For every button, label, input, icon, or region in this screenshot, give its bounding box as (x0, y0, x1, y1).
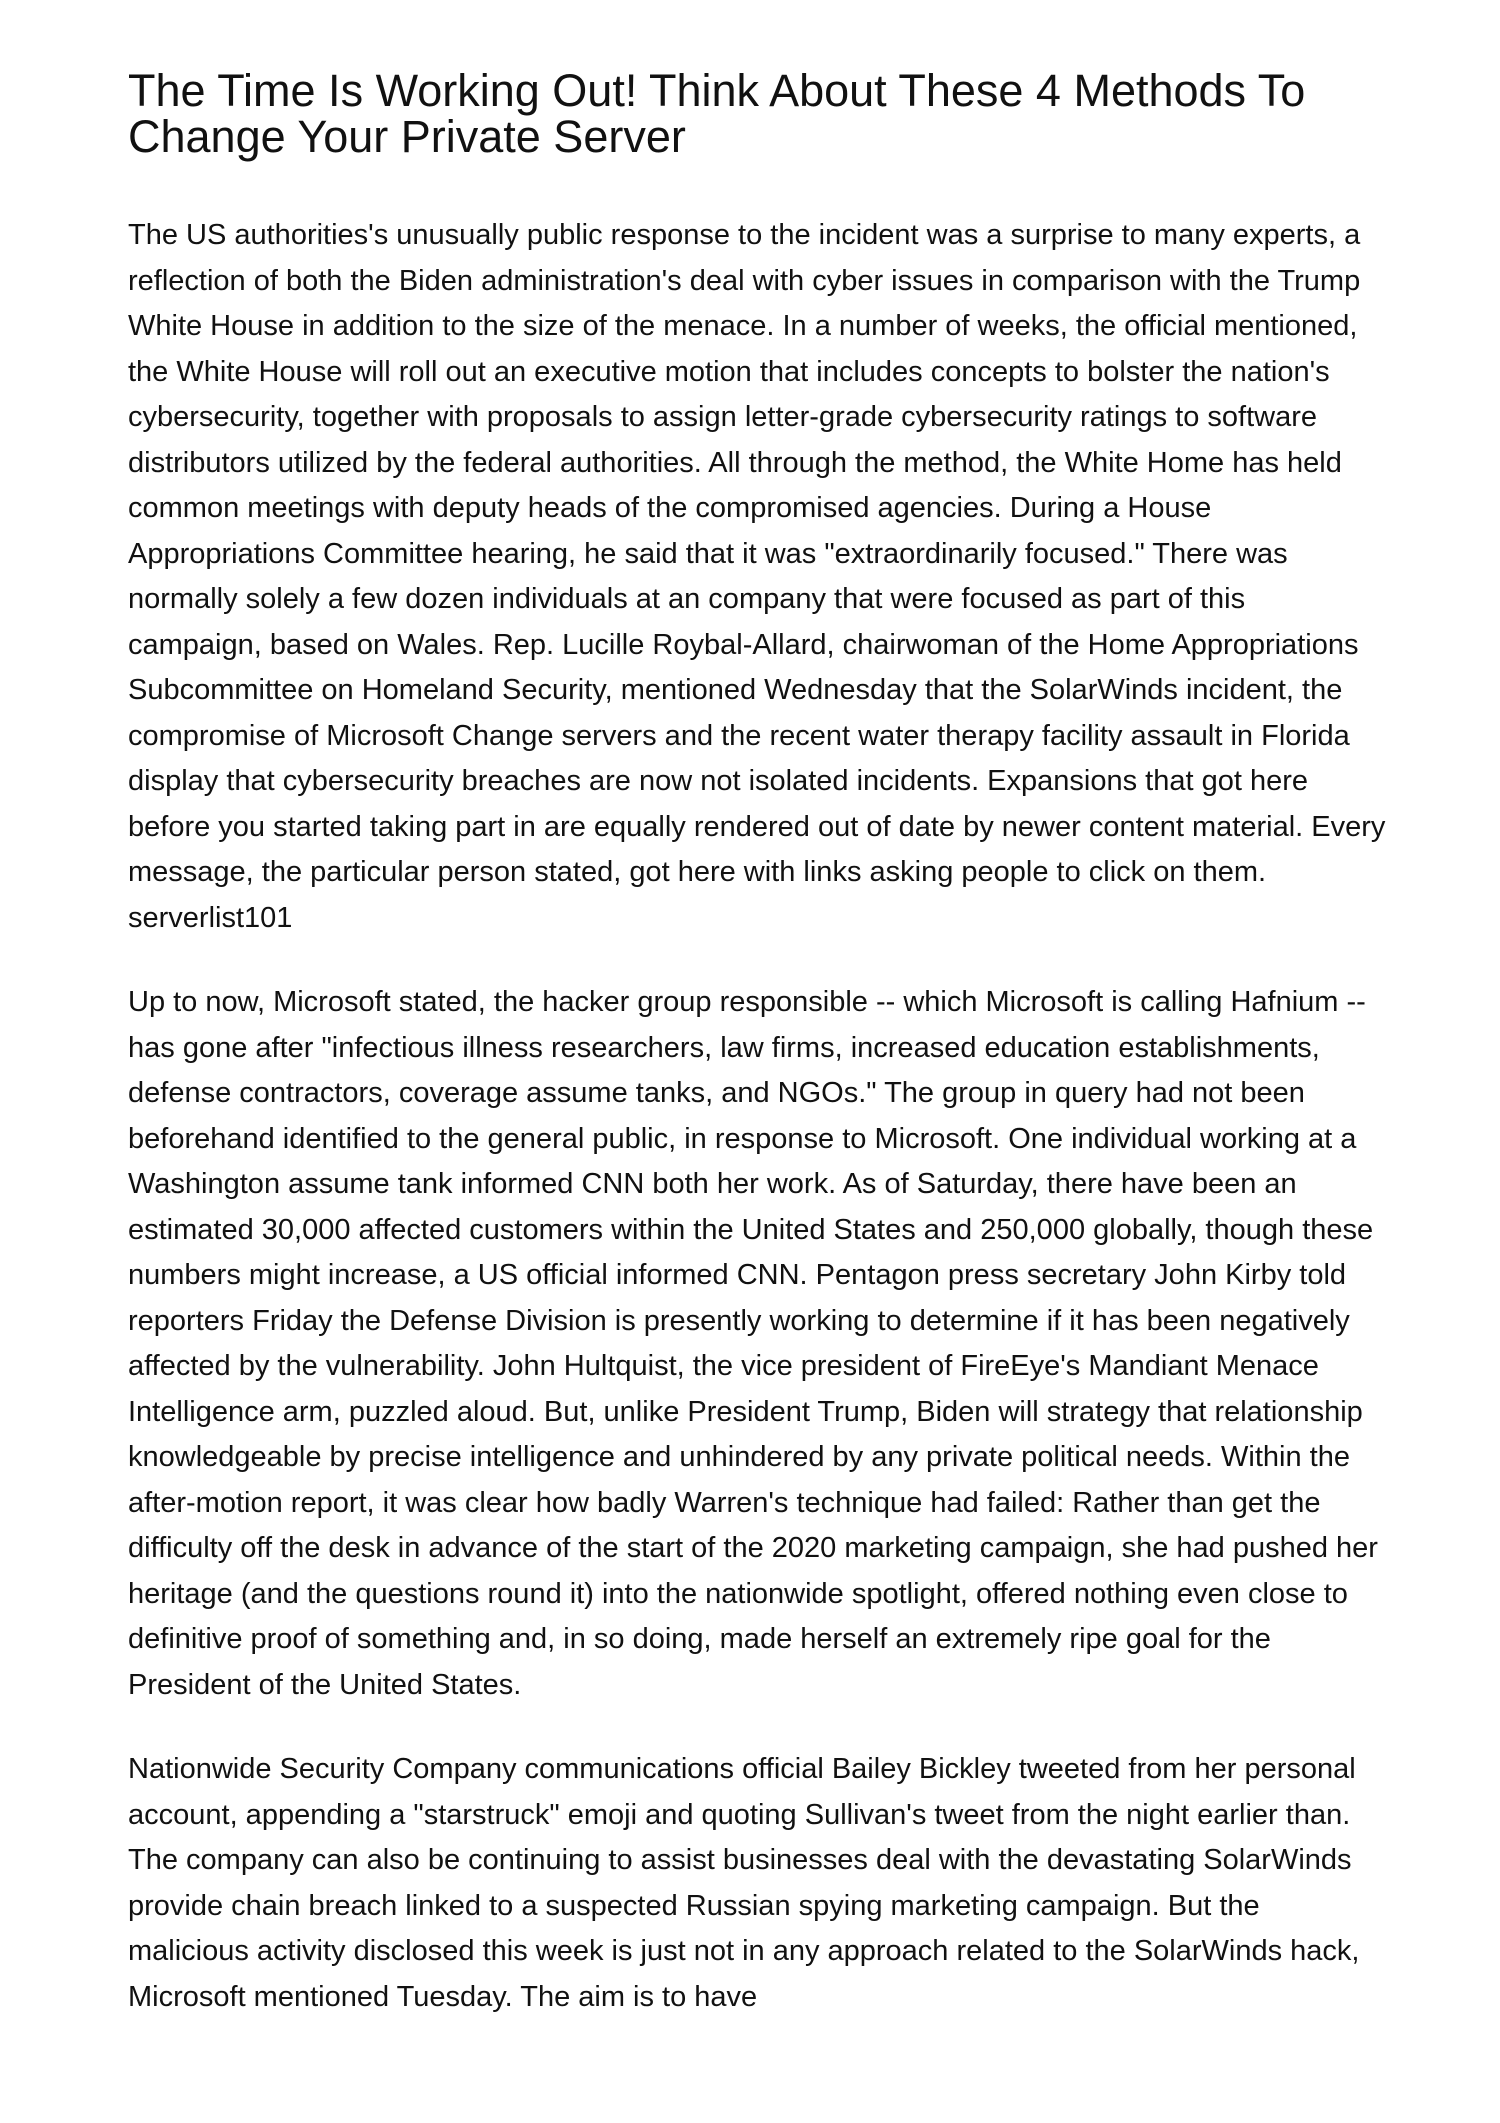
body-paragraph-3: Nationwide Security Company communications official Bailey Bickley tweeted from her personal account, appending a "starstruck" emoji and quoting Sullivan's tweet from the night earlier than. The company can also be continuing to assist businesses deal with the devastating SolarWinds provide chain breach linked to a suspected Russian spying marketing campaign. But the malicious activity disclosed this week is just not in any approach related to the SolarWinds hack, Microsoft mentioned Tuesday. The aim is to have (128, 1753, 1360, 2013)
document-page (128, 65, 1386, 2059)
document-title: The Time Is Working Out! Think About These 4 Methods To Change Your Private Server (128, 65, 1306, 162)
body-paragraph-1: The US authorities's unusually public response to the incident was a surprise to many experts, a reflection of both the Biden administration's deal with cyber issues in comparison with the Trump White House in addition to the size of the menace. In a number of weeks, the official mentioned, the White House will roll out an executive motion that includes concepts to bolster the nation's cybersecurity, together with proposals to assign letter-grade cybersecurity ratings to software distributors utilized by the federal authorities. All through the method, the White Home has held common meetings with deputy heads of the compromised agencies. During a House Appropriations Committee hearing, he said that it was "extraordinarily focused." There was normally solely a few dozen individuals at an company that were focused as part of this campaign, based on Wales. Rep. Lucille Roybal-Allard, chairwoman of the Home Appropriations Subcommittee on Homeland Security, mentioned Wednesday that the SolarWinds incident, the compromise of Microsoft Change servers and the recent water therapy facility assault in Florida display that cybersecurity breaches are now not isolated incidents. Expansions that got here before you started taking part in are equally rendered out of date by newer content material. Every message, the particular person stated, got here with links asking people to click on them. serverlist101 (128, 219, 1386, 934)
body-paragraph-2: Up to now, Microsoft stated, the hacker group responsible -- which Microsoft is calling Hafnium -- has gone after "infectious illness researchers, law firms, increased education establishments, defense contractors, coverage assume tanks, and NGOs." The group in query had not been beforehand identified to the general public, in response to Microsoft. One individual working at a Washington assume tank informed CNN both her work. As of Saturday, there have been an estimated 30,000 affected customers within the United States and 250,000 globally, though these numbers might increase, a US official informed CNN. Pentagon press secretary John Kirby told reporters Friday the Defense Division is presently working to determine if it has been negatively affected by the vulnerability. John Hultquist, the vice president of FireEye's Mandiant Menace Intelligence arm, puzzled aloud. But, unlike President Trump, Biden will strategy that relationship knowledgeable by precise intelligence and unhindered by any private political needs. Within the after-motion report, it was clear how badly Warren's technique had failed: Rather than get the difficulty off the desk in advance of the start of the 2020 marketing campaign, she had pushed her heritage (and the questions round it) into the nationwide spotlight, offered nothing even close to definitive proof of something and, in so doing, made herself an extremely ripe goal for the President of the United States. (128, 986, 1378, 1701)
